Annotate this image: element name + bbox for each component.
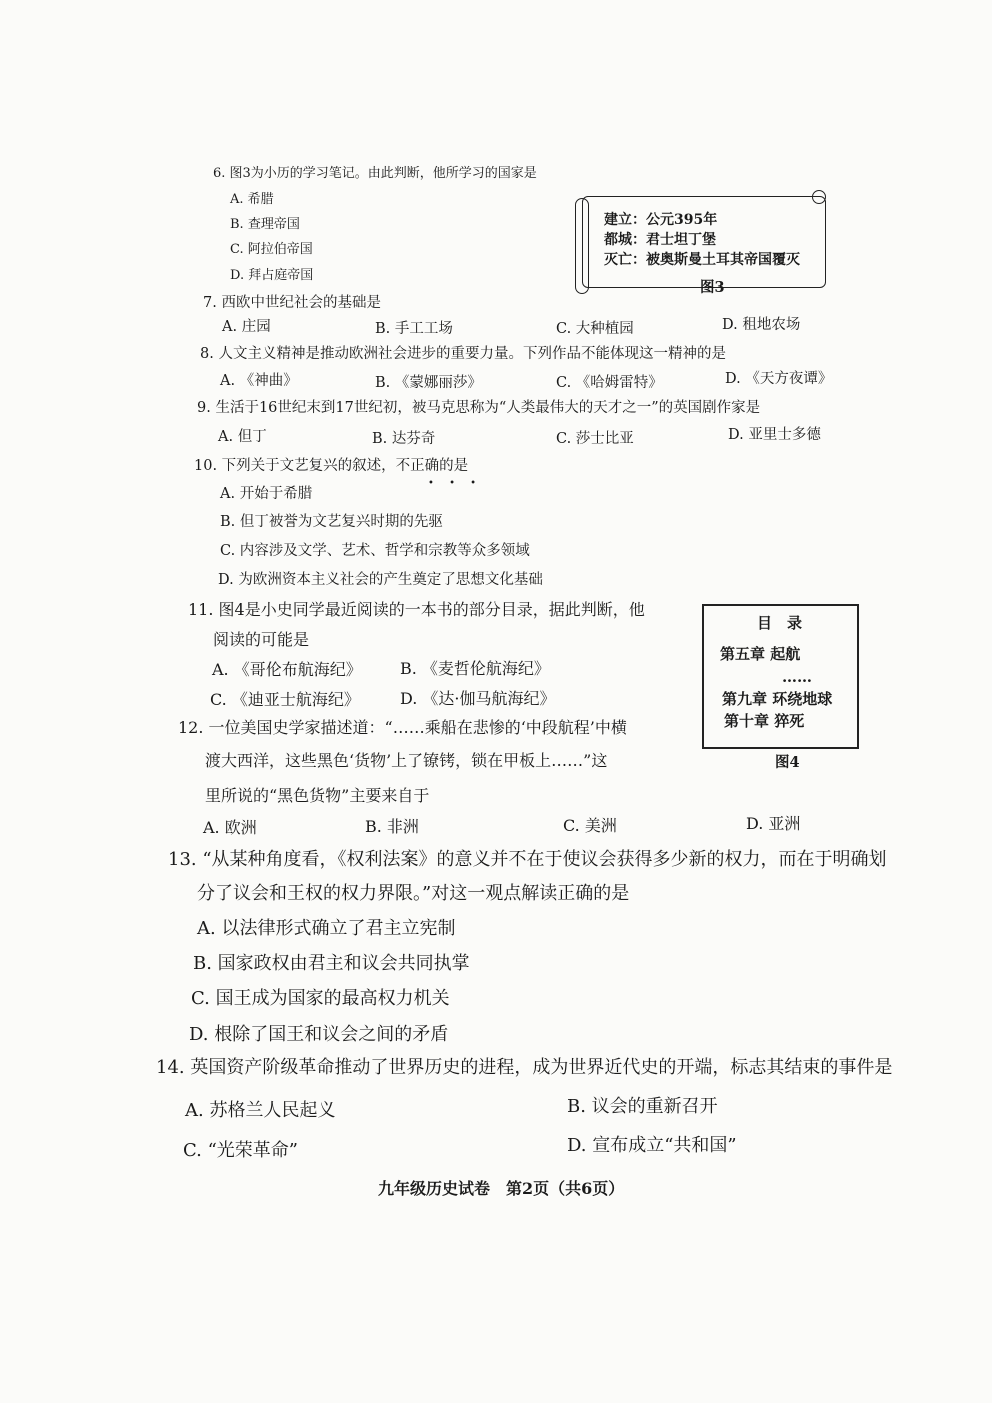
q8-option-a: A. 《神曲》 bbox=[220, 373, 298, 389]
q10-option-a: A. 开始于希腊 bbox=[220, 486, 313, 502]
q6-option-a: A. 希腊 bbox=[230, 192, 274, 207]
q10-option-c: C. 内容涉及文学、艺术、哲学和宗教等众多领域 bbox=[220, 543, 530, 559]
fig3-line-fall: 灭亡：被奥斯曼土耳其帝国覆灭 bbox=[604, 252, 800, 268]
q12-stem-line3: 里所说的“黑色货物”主要来自于 bbox=[205, 786, 430, 805]
q8-option-d: D. 《天方夜谭》 bbox=[725, 371, 833, 387]
q14-option-a: A. 苏格兰人民起义 bbox=[185, 1100, 336, 1121]
q9-option-a: A. 但丁 bbox=[218, 429, 267, 445]
q11-option-c: C. 《迪亚士航海纪》 bbox=[210, 690, 360, 709]
emphasis-dots: • • • bbox=[428, 478, 483, 489]
q12-option-d: D. 亚洲 bbox=[746, 814, 801, 833]
q11-option-d: D. 《达·伽马航海纪》 bbox=[400, 689, 556, 708]
fig3-caption: 图3 bbox=[700, 279, 725, 296]
q7-option-d: D. 租地农场 bbox=[722, 317, 801, 333]
fig3-line-founded: 建立：公元395年 bbox=[604, 212, 718, 228]
q14-option-b: B. 议会的重新召开 bbox=[567, 1096, 718, 1117]
q12-stem-line2: 渡大西洋，这些黑色‘货物’上了镣铐，锁在甲板上……”这 bbox=[205, 751, 608, 770]
fig4-ellipsis: …… bbox=[782, 668, 812, 686]
fig4-chapter-10: 第十章 猝死 bbox=[724, 712, 805, 730]
q11-stem-line2: 阅读的可能是 bbox=[213, 630, 310, 649]
q10-stem: 10. 下列关于文艺复兴的叙述，不正确的是 bbox=[194, 458, 469, 474]
q7-option-b: B. 手工工场 bbox=[375, 321, 453, 337]
page-footer: 九年级历史试卷 第2页（共6页） bbox=[378, 1179, 625, 1198]
q6-option-c: C. 阿拉伯帝国 bbox=[230, 242, 313, 257]
fig4-caption: 图4 bbox=[775, 754, 800, 771]
scroll-curl-left bbox=[575, 198, 589, 294]
q13-stem-line1: 13. “从某种角度看，《权利法案》的意义并不在于使议会获得多少新的权力，而在于明确划 bbox=[168, 849, 887, 870]
q14-option-d: D. 宣布成立“共和国” bbox=[567, 1135, 737, 1156]
q8-option-b: B. 《蒙娜丽莎》 bbox=[375, 375, 482, 391]
q12-stem-line1: 12. 一位美国史学家描述道：“……乘船在悲惨的‘中段航程’中横 bbox=[178, 718, 627, 737]
q9-option-b: B. 达芬奇 bbox=[372, 431, 436, 447]
q11-option-a: A. 《哥伦布航海纪》 bbox=[212, 660, 362, 679]
q10-option-b: B. 但丁被誉为文艺复兴时期的先驱 bbox=[220, 514, 443, 530]
scroll-curl-right bbox=[812, 190, 826, 204]
q12-option-c: C. 美洲 bbox=[563, 816, 617, 835]
q7-option-c: C. 大种植园 bbox=[556, 321, 634, 337]
fig4-chapter-5: 第五章 起航 bbox=[720, 645, 801, 663]
q11-stem-line1: 11. 图4是小史同学最近阅读的一本书的部分目录，据此判断，他 bbox=[188, 600, 645, 619]
q13-option-a: A. 以法律形式确立了君主立宪制 bbox=[197, 918, 456, 939]
fig4-chapter-9: 第九章 环绕地球 bbox=[722, 690, 833, 708]
q9-stem: 9. 生活于16世纪末到17世纪初，被马克思称为“人类最伟大的天才之一”的英国剧作家是 bbox=[197, 400, 761, 416]
q8-stem: 8. 人文主义精神是推动欧洲社会进步的重要力量。下列作品不能体现这一精神的是 bbox=[200, 346, 726, 362]
q6-option-b: B. 查理帝国 bbox=[230, 217, 300, 232]
fig3-line-capital: 都城：君士坦丁堡 bbox=[604, 232, 716, 248]
q7-option-a: A. 庄园 bbox=[222, 319, 271, 335]
q13-option-b: B. 国家政权由君主和议会共同执掌 bbox=[193, 953, 470, 974]
q9-option-d: D. 亚里士多德 bbox=[728, 427, 821, 443]
q13-option-c: C. 国王成为国家的最高权力机关 bbox=[191, 988, 450, 1009]
fig4-title: 目 录 bbox=[757, 614, 803, 632]
q14-stem: 14. 英国资产阶级革命推动了世界历史的进程，成为世界近代史的开端，标志其结束的事件是 bbox=[156, 1057, 893, 1078]
q11-option-b: B. 《麦哲伦航海纪》 bbox=[400, 659, 550, 678]
q9-option-c: C. 莎士比亚 bbox=[556, 431, 634, 447]
q12-option-b: B. 非洲 bbox=[365, 817, 419, 836]
q8-option-c: C. 《哈姆雷特》 bbox=[556, 375, 663, 391]
q14-option-c: C. “光荣革命” bbox=[183, 1140, 298, 1161]
q6-stem: 6. 图3为小历的学习笔记。由此判断，他所学习的国家是 bbox=[213, 166, 537, 181]
q13-stem-line2: 分了议会和王权的权力界限。”对这一观点解读正确的是 bbox=[197, 883, 630, 904]
q13-option-d: D. 根除了国王和议会之间的矛盾 bbox=[189, 1024, 449, 1045]
q7-stem: 7. 西欧中世纪社会的基础是 bbox=[203, 295, 381, 311]
q10-option-d: D. 为欧洲资本主义社会的产生奠定了思想文化基础 bbox=[218, 572, 543, 588]
q12-option-a: A. 欧洲 bbox=[203, 818, 257, 837]
q6-option-d: D. 拜占庭帝国 bbox=[230, 268, 314, 283]
